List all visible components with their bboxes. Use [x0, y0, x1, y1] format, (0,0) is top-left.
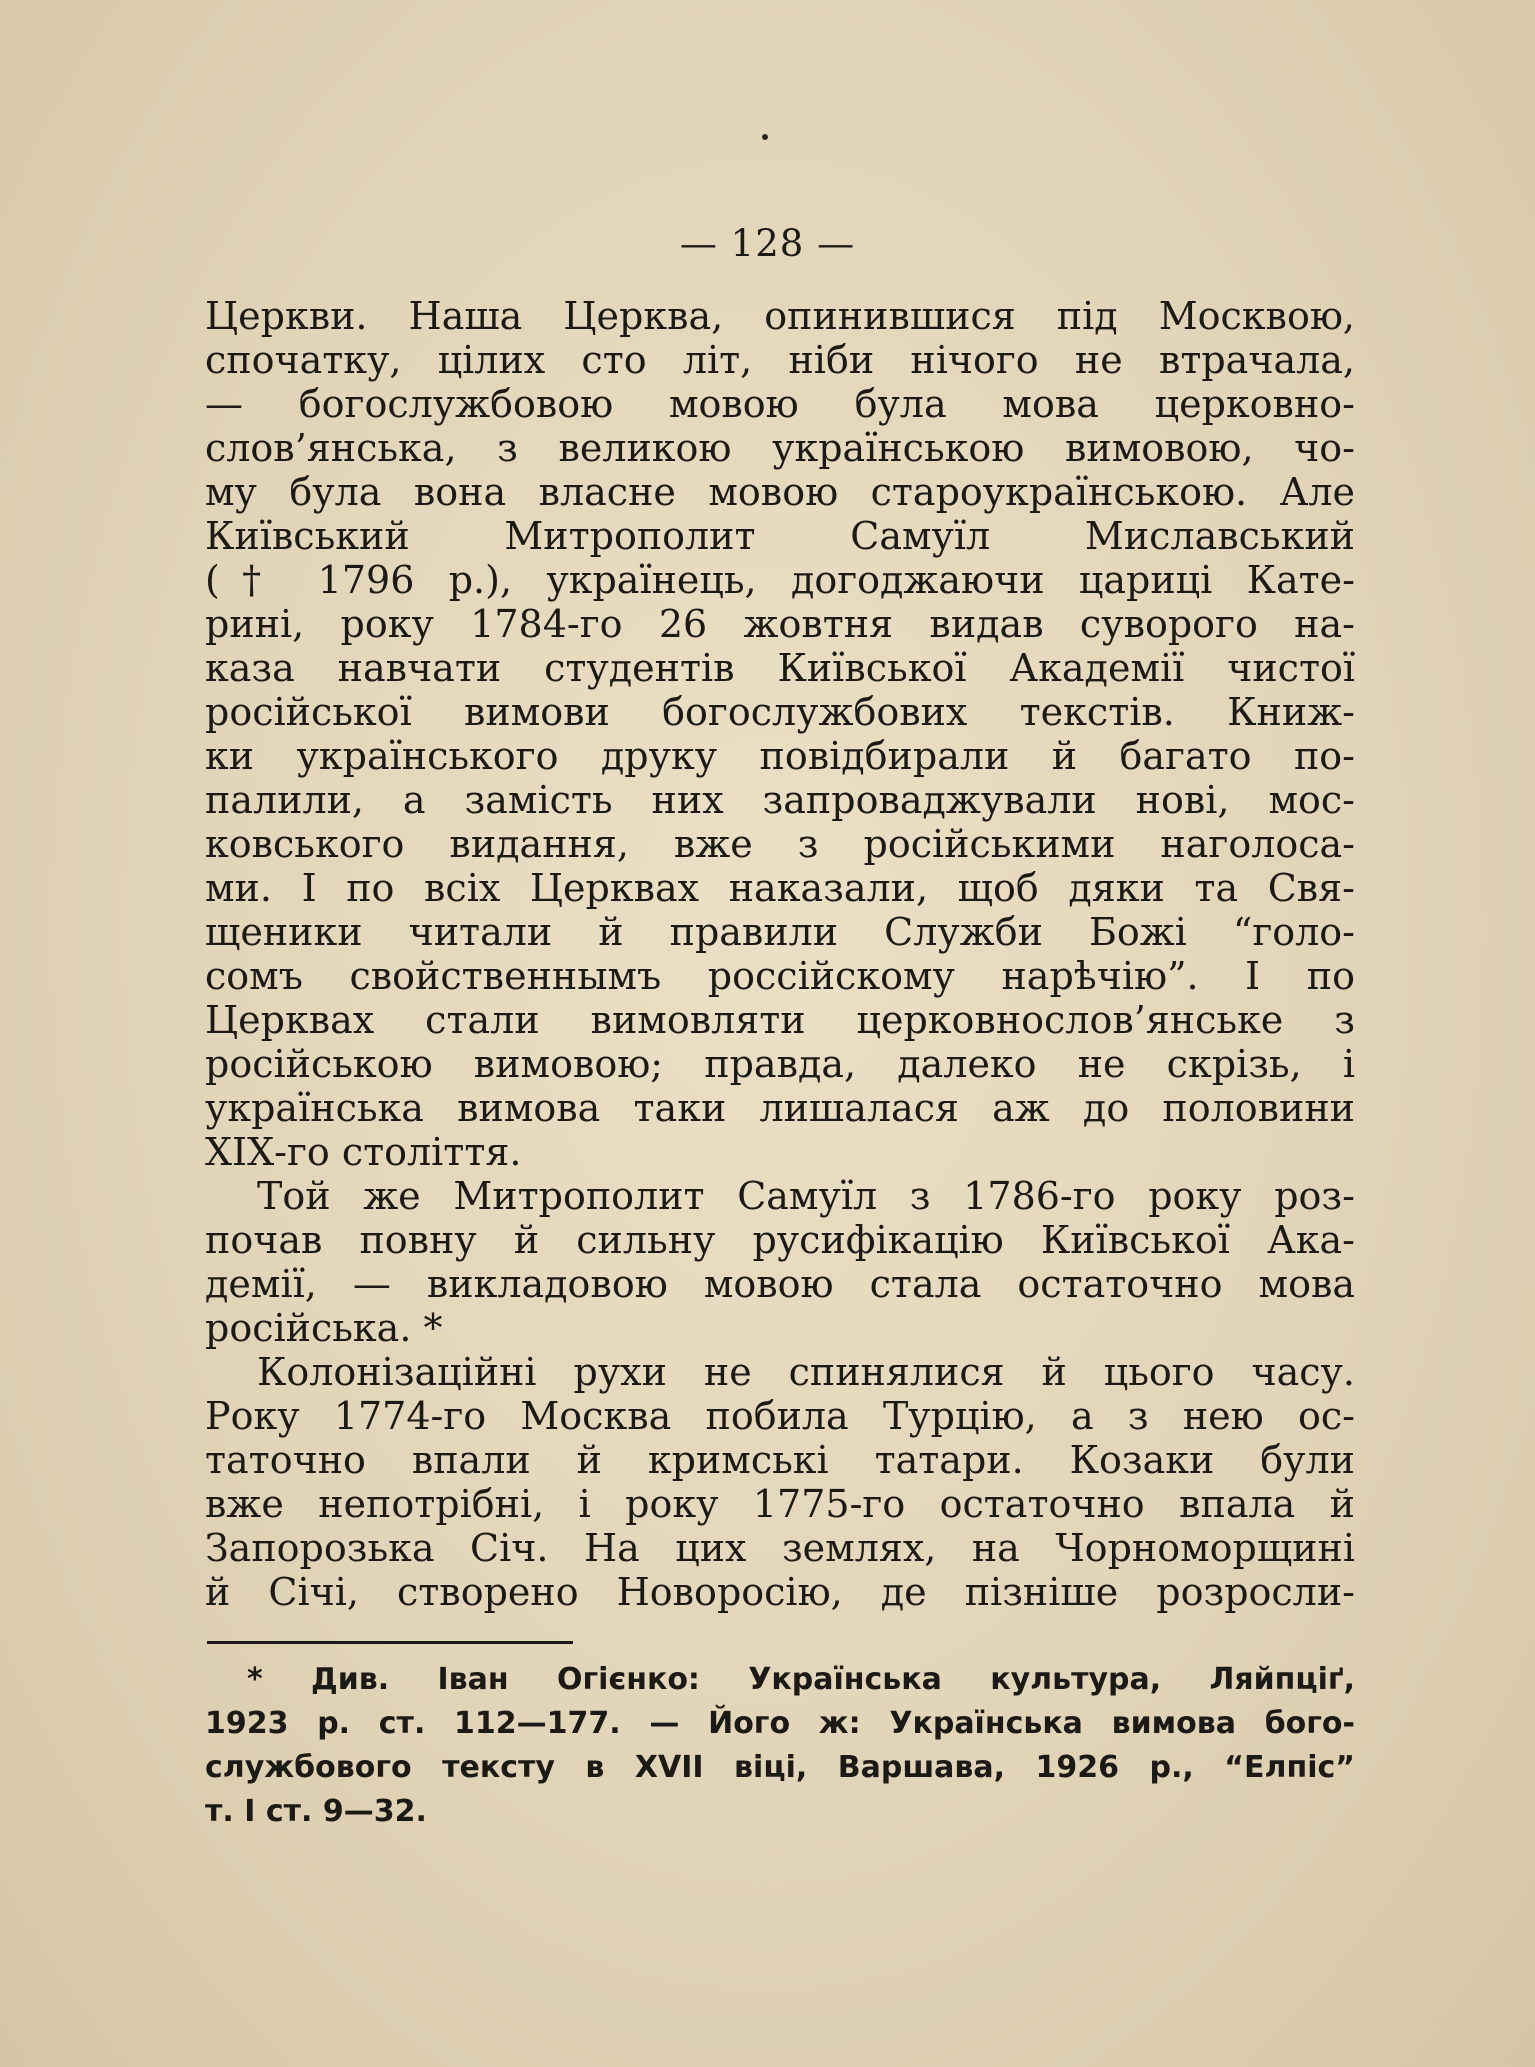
footnote-line: * Див. Іван Огієнко: Українська культура, Ляйпціґ,: [247, 1662, 1355, 1697]
body-line: сомъ свойственнымъ россійскому нарѣчію”. І по: [205, 954, 1355, 998]
footnote-rule: [207, 1641, 573, 1644]
body-line: таточно впали й кримські татари. Козаки були: [205, 1438, 1355, 1482]
body-line: палили, а замість них запроваджували нові, мос-: [205, 778, 1355, 822]
footnote-line: службового тексту в XVII віці, Варшава, 1926 р., “Елпіс”: [205, 1750, 1355, 1785]
body-line: й Січі, створено Новоросію, де пізніше розросли-: [205, 1570, 1355, 1614]
body-line: ки українського друку повідбирали й багато по-: [205, 734, 1355, 778]
body-line: ковського видання, вже з російськими наголоса-: [205, 822, 1355, 866]
body-line: демії, — викладовою мовою стала остаточно мова: [205, 1262, 1355, 1306]
body-line: російська. *: [205, 1306, 443, 1350]
body-line: слов’янська, з великою українською вимовою, чо-: [205, 426, 1355, 470]
body-line: каза навчати студентів Київської Академії чистої: [205, 646, 1355, 690]
body-line: українська вимова таки лишалася аж до половини: [205, 1086, 1355, 1130]
body-line: ХІХ-го століття.: [205, 1130, 522, 1174]
body-line: почав повну й сильну русифікацію Київської Ака-: [205, 1218, 1355, 1262]
footnote-line: т. І ст. 9—32.: [205, 1794, 427, 1829]
body-line: рині, року 1784-го 26 жовтня видав суворого на-: [205, 602, 1355, 646]
body-line: російською вимовою; правда, далеко не скрізь, і: [205, 1042, 1355, 1086]
body-line: Той же Митрополит Самуїл з 1786-го року роз-: [257, 1174, 1355, 1218]
body-line: Колонізаційні рухи не спинялися й цього часу.: [257, 1350, 1355, 1394]
footnote: [205, 1658, 1355, 1834]
ink-speck: [762, 134, 768, 140]
footnote-line: 1923 р. ст. 112—177. — Його ж: Українська вимова бого-: [205, 1706, 1355, 1741]
body-line: вже непотрібні, і року 1775-го остаточно впала й: [205, 1482, 1355, 1526]
body-line: Церкви. Наша Церква, опинившися під Москвою,: [205, 294, 1355, 338]
body-line: Київський Митрополит Самуїл Миславський: [205, 514, 1355, 558]
body-line: — богослужбовою мовою була мова церковно-: [205, 382, 1355, 426]
body-line: російської вимови богослужбових текстів. Книж-: [205, 690, 1355, 734]
body-line: щеники читали й правили Служби Божі “голо-: [205, 910, 1355, 954]
body-line: Запорозька Січ. На цих землях, на Чорноморщині: [205, 1526, 1355, 1570]
page-number: — 128 —: [679, 222, 856, 265]
body-line: († 1796 р.), українець, догоджаючи цариці Кате-: [205, 558, 1355, 602]
body-line: Церквах стали вимовляти церковнослов’янське з: [205, 998, 1355, 1042]
body-text: [205, 294, 1355, 1614]
body-line: спочатку, цілих сто літ, ніби нічого не втрачала,: [205, 338, 1355, 382]
body-line: му була вона власне мовою староукраїнською. Але: [205, 470, 1355, 514]
body-line: ми. І по всіх Церквах наказали, щоб дяки та Свя-: [205, 866, 1355, 910]
body-line: Року 1774-го Москва побила Турцію, а з нею ос-: [205, 1394, 1355, 1438]
